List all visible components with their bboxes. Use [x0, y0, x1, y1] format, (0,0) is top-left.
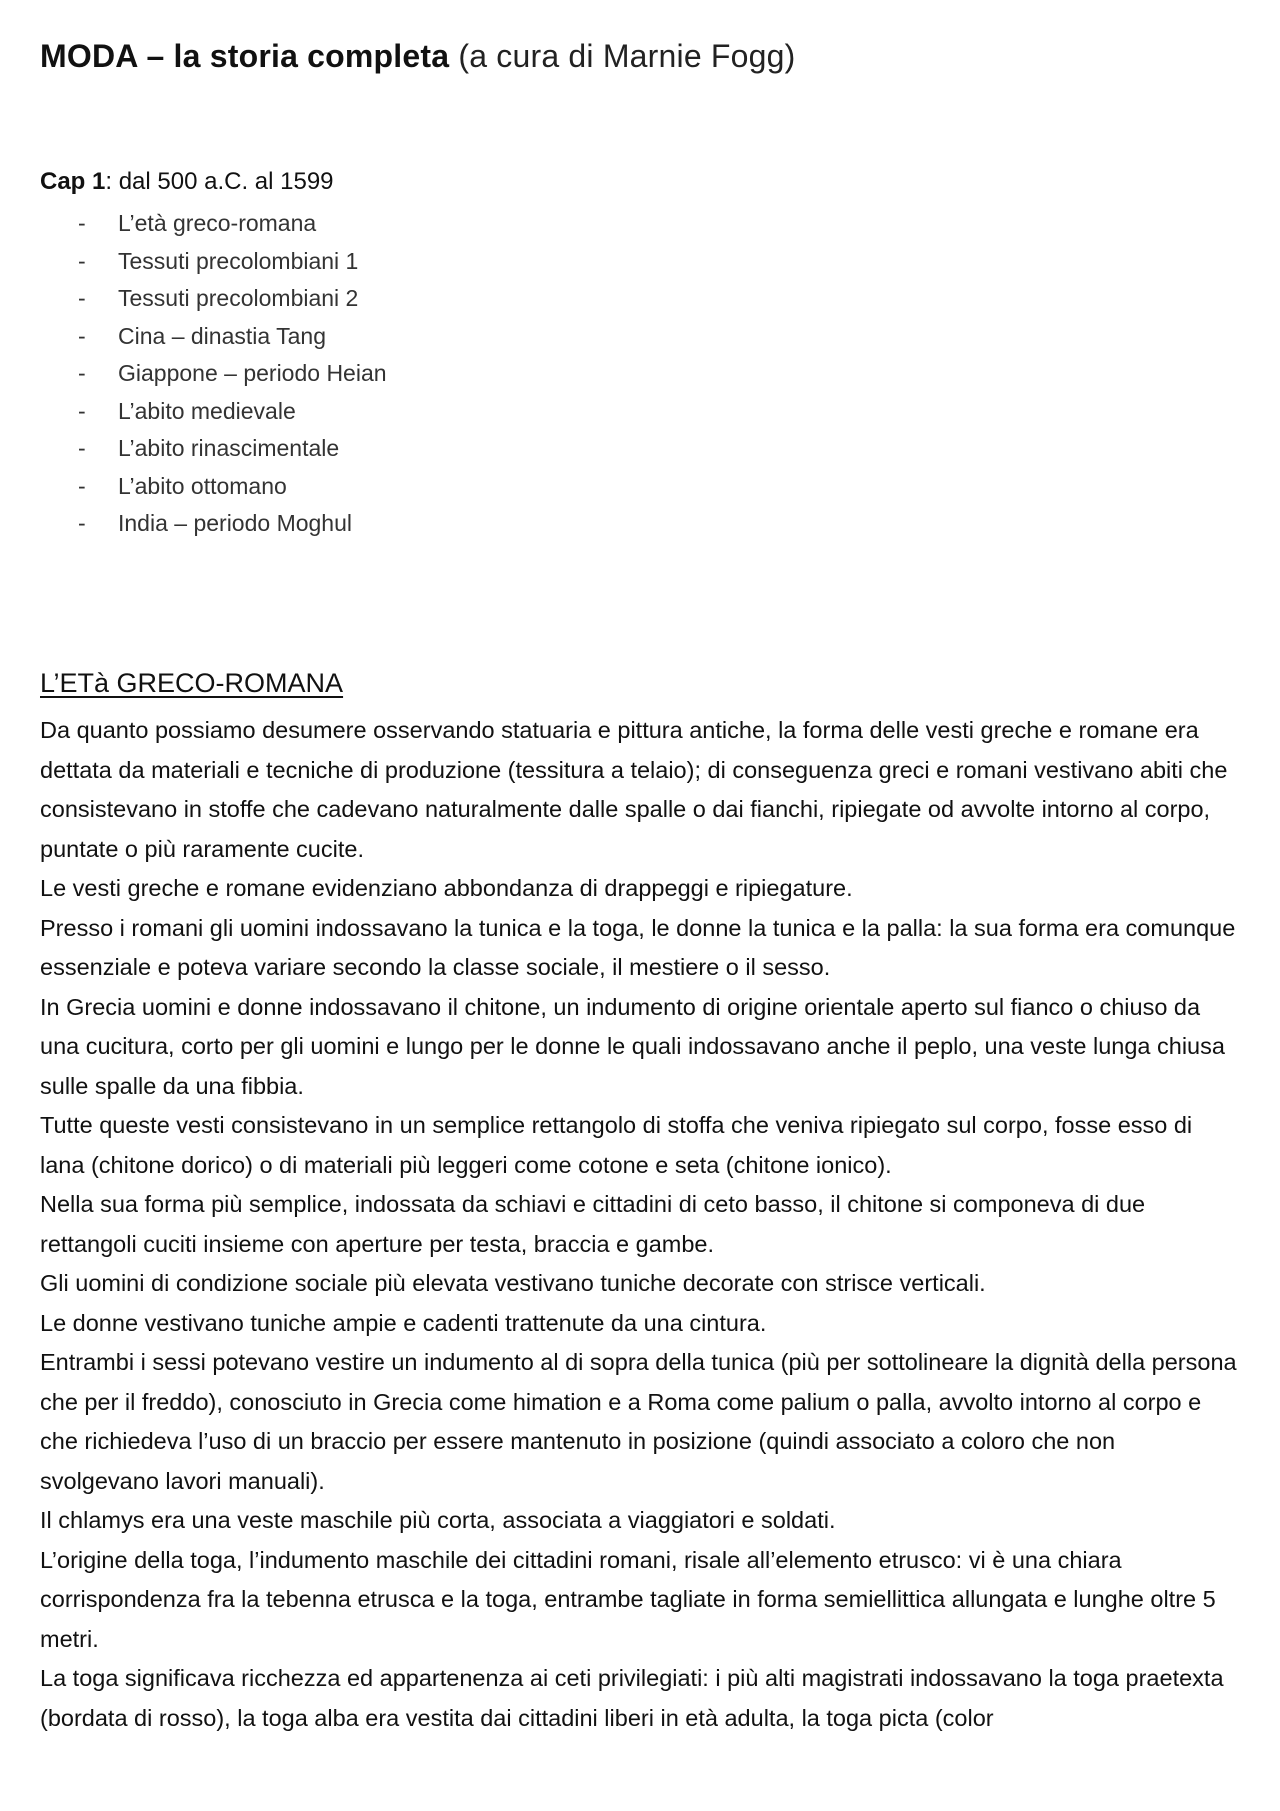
paragraph: Tutte queste vesti consistevano in un semplice rettangolo di stoffa che veniva ripiegato sul corpo, fosse esso di lana (chitone dorico) o di materiali più leggeri come cotone e seta (chitone ionico). — [40, 1112, 1193, 1178]
list-item — [40, 283, 387, 321]
list-item — [40, 508, 387, 546]
dash-bullet: - — [78, 247, 86, 274]
dash-bullet: - — [78, 210, 86, 236]
paragraph: L’origine della toga, l’indumento maschile dei cittadini romani, risale all’elemento etrusco: vi è una chiara corrispondenza fra la tebenna etrusca e la toga, entrambe tagliate in forma semiellittica allungata e lunghe oltre 5 metri. — [40, 1546, 1216, 1652]
list-item-text: L’abito rinascimentale — [118, 435, 340, 461]
chapter-contents-list — [40, 208, 387, 546]
section-heading: L’ETà GRECO-ROMANA — [40, 668, 344, 698]
list-item-text: Cina – dinastia Tang — [118, 322, 326, 349]
paragraph: Da quanto possiamo desumere osservando statuaria e pittura antiche, la forma delle vesti greche e romane era dettata da materiali e tecniche di produzione (tessitura a telaio); di conseguenza greci e romani vestivano abiti che consistevano in stoffe che cadevano naturalmente dalle spalle o dai fianchi, ripiegate od avvolte intorno al corpo, puntate o più raramente cucite. — [40, 717, 1228, 862]
dash-bullet: - — [78, 322, 86, 349]
paragraph: Presso i romani gli uomini indossavano la tunica e la toga, le donne la tunica e la palla: la sua forma era comunque essenziale e poteva variare secondo la classe sociale, il mestiere o il sesso. — [40, 914, 1236, 980]
paragraph: La toga significava ricchezza ed appartenenza ai ceti privilegiati: i più alti magistrati indossavano la toga praetexta (bordata di rosso), la toga alba era vestita dai cittadini liberi in età adulta, la toga picta (color — [40, 1665, 1224, 1731]
list-item-text: Tessuti precolombiani 1 — [118, 247, 359, 274]
list-item-text: Giappone – periodo Heian — [118, 360, 387, 386]
paragraph: Il chlamys era una veste maschile più corta, associata a viaggiatori e soldati. — [40, 1507, 836, 1533]
paragraph: Le vesti greche e romane evidenziano abbondanza di drappeggi e ripiegature. — [40, 875, 853, 901]
paragraph: In Grecia uomini e donne indossavano il chitone, un indumento di origine orientale aperto sul fianco o chiuso da una cucitura, corto per gli uomini e lungo per le donne le quali indossavano anche il peplo, una veste lunga chiusa sulle spalle da una fibbia. — [40, 993, 1225, 1099]
title-main: MODA – la storia completa — [40, 38, 450, 74]
list-item-text: Tessuti precolombiani 2 — [118, 285, 359, 311]
paragraph: Entrambi i sessi potevano vestire un indumento al di sopra della tunica (più per sottolineare la dignità della persona che per il freddo), conosciuto in Grecia come himation e a Roma come palium o palla, avvolto intorno al corpo e che richiedeva l’uso di un braccio per essere mantenuto in posizione (quindi associato a coloro che non svolgevano lavori manuali). — [40, 1349, 1237, 1494]
list-item — [40, 471, 387, 509]
dash-bullet: - — [78, 285, 86, 311]
list-item — [40, 208, 387, 246]
paragraph: Le donne vestivano tuniche ampie e cadenti trattenute da una cintura. — [40, 1309, 767, 1336]
list-item-text: L’abito ottomano — [118, 472, 287, 499]
dash-bullet: - — [78, 472, 86, 499]
section-body — [40, 711, 1240, 1738]
paragraph: Nella sua forma più semplice, indossata da schiavi e cittadini di ceto basso, il chitone si componeva di due rettangoli cuciti insieme con aperture per testa, braccia e gambe. — [40, 1191, 1146, 1257]
title-editor: (a cura di Marnie Fogg) — [449, 38, 796, 74]
list-item — [40, 321, 387, 359]
dash-bullet: - — [78, 397, 86, 424]
list-item-text: L’età greco-romana — [118, 210, 317, 236]
list-item-text: L’abito medievale — [118, 397, 296, 424]
document-title — [40, 38, 796, 75]
dash-bullet: - — [78, 435, 86, 461]
dash-bullet: - — [78, 510, 86, 536]
list-item — [40, 246, 387, 284]
list-item — [40, 358, 387, 396]
chapter-label: Cap 1 — [40, 168, 106, 195]
chapter-heading — [40, 168, 334, 196]
list-item-text: India – periodo Moghul — [118, 510, 352, 536]
list-item — [40, 396, 387, 434]
chapter-range: : dal 500 a.C. al 1599 — [105, 168, 334, 195]
paragraph: Gli uomini di condizione sociale più elevata vestivano tuniche decorate con strisce verticali. — [40, 1270, 986, 1296]
dash-bullet: - — [78, 360, 86, 386]
list-item — [40, 433, 387, 471]
